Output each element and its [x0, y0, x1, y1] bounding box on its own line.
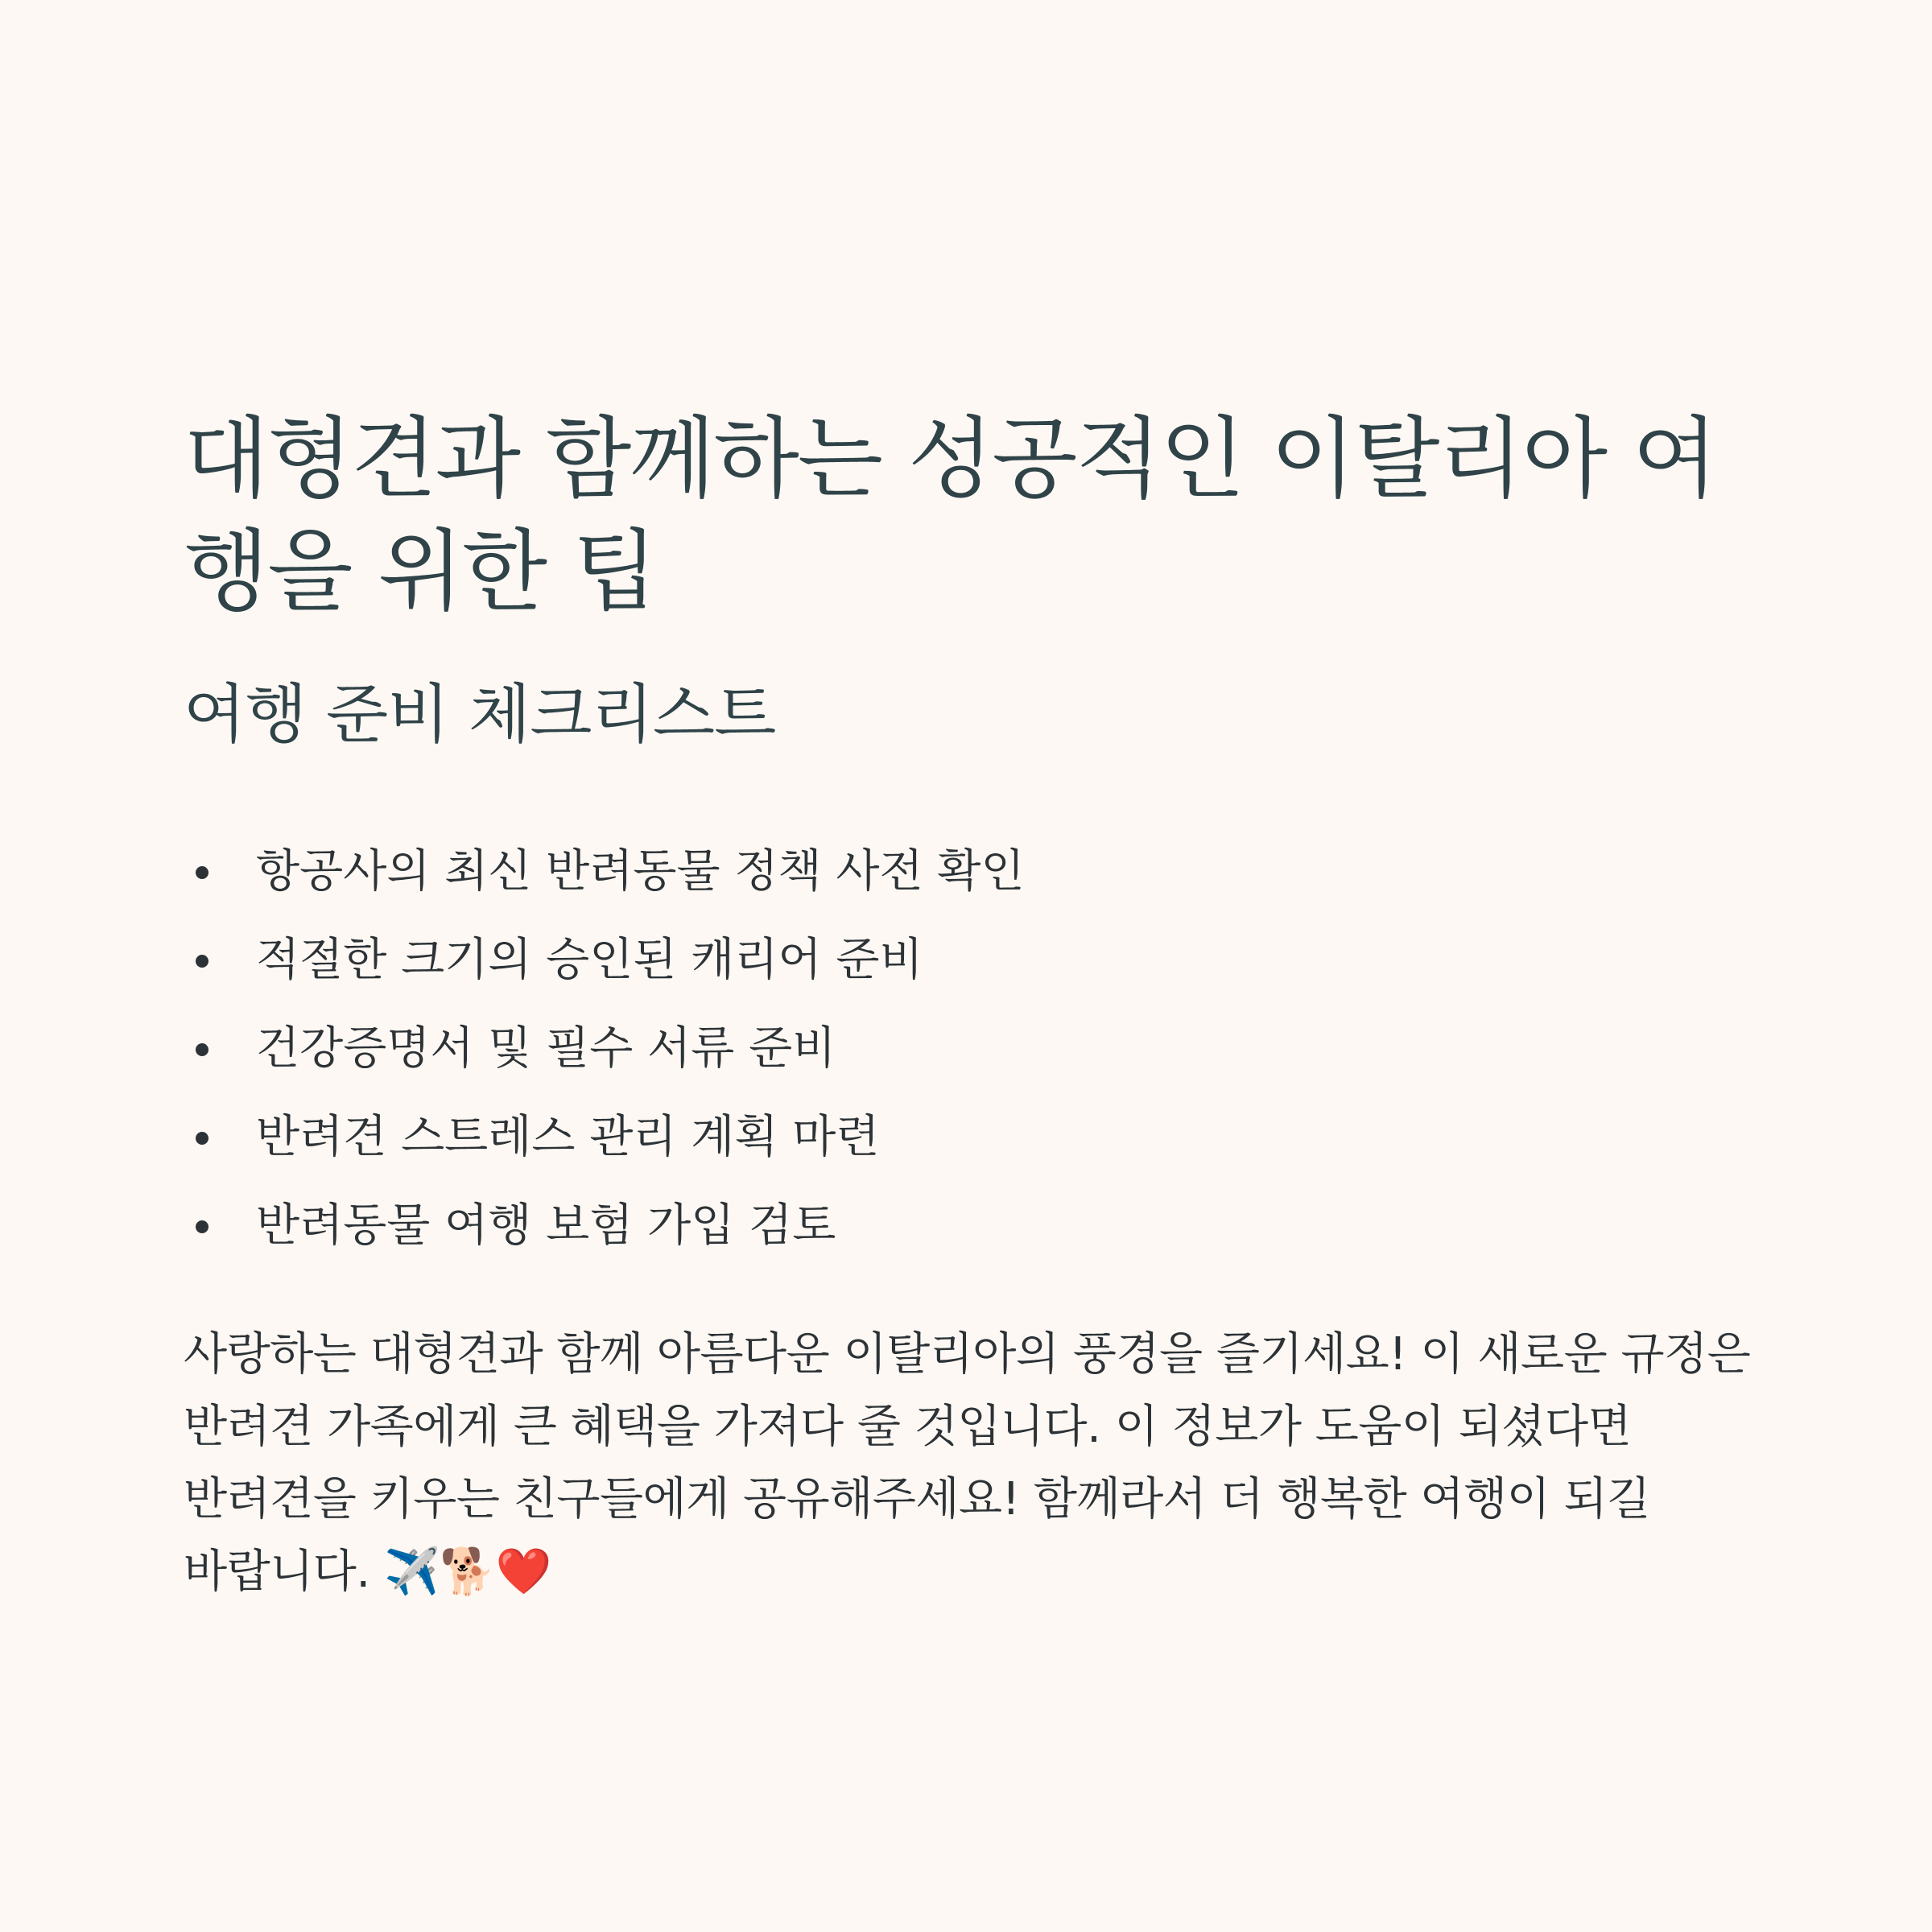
checklist-item [184, 1005, 1761, 1093]
bullet-icon [196, 1132, 208, 1145]
checklist-item [184, 916, 1761, 1005]
checklist-item-label: 반려견 스트레스 관리 계획 마련 [256, 1111, 880, 1163]
bullet-icon [196, 1220, 208, 1233]
checklist-item [184, 1093, 1761, 1182]
checklist-item-label: 적절한 크기의 승인된 캐리어 준비 [256, 934, 923, 986]
article-content [184, 402, 1761, 1608]
bullet-icon [196, 866, 208, 879]
checklist-item-label: 항공사의 최신 반려동물 정책 사전 확인 [256, 845, 1025, 898]
checklist [184, 828, 1761, 1270]
page-title: 대형견과 함께하는 성공적인 이탈리아 여행을 위한 팁 [184, 407, 1717, 623]
closing-paragraph: 사랑하는 대형견과 함께 아름다운 이탈리아의 풍경을 즐기세요! 이 새로운 규정은 반려견 가족에게 큰 혜택을 가져다 줄 것입니다. 이 정보가 도움이 되셨다면 반려견을 키우는 친구들에게 공유해주세요! 함께라서 더 행복한 여행이 되길 바랍니다. ✈️🐕❤️ [184, 1328, 1751, 1598]
bullet-icon [196, 1043, 208, 1056]
section-subtitle: 여행 준비 체크리스트 [184, 677, 776, 752]
checklist-item [184, 1182, 1761, 1270]
checklist-item [184, 828, 1761, 916]
checklist-item-label: 반려동물 여행 보험 가입 검토 [256, 1199, 836, 1252]
checklist-item-label: 건강증명서 및 필수 서류 준비 [256, 1022, 836, 1075]
bullet-icon [196, 955, 208, 968]
